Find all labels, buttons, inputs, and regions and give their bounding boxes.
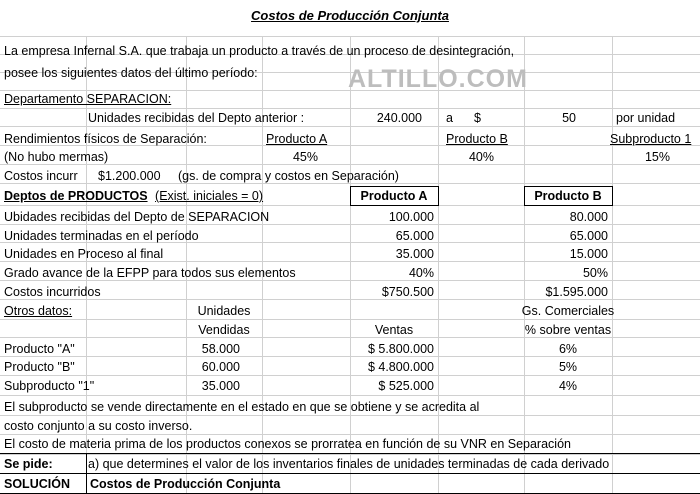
producto-a-header: Producto A [266, 132, 328, 146]
pct-a-value: 45% [292, 150, 318, 164]
a-label: a [446, 111, 453, 125]
productos-row-label: Ubidades recibidas del Depto de SEPARACION [4, 210, 270, 224]
productos-row-label: Unidades terminadas en el período [4, 229, 199, 243]
note-line-2: costo conjunto a su costo inverso. [4, 419, 193, 433]
otros-row-label: Subproducto "1" [4, 379, 95, 393]
units-sold-header-1: Unidades [197, 304, 251, 318]
productos-heading-note: (Exist. iniciales = 0) [155, 189, 264, 203]
productos-row-label: Unidades en Proceso al final [4, 247, 164, 261]
intro-line-2: posee los siguientes datos del último período: [4, 66, 258, 80]
productos-row-label: Costos incurridos [4, 285, 101, 299]
producto-a-col-header: Producto A [360, 189, 428, 203]
otros-row-sales: $ 4.800.000 [367, 360, 434, 374]
otros-row-units: 35.000 [201, 379, 240, 393]
producto-b-header: Producto B [446, 132, 508, 146]
otros-row-pct: 4% [558, 379, 578, 393]
unit-price-value: 50 [562, 111, 576, 125]
productos-row-b: 50% [582, 266, 608, 280]
note-line-3: El costo de materia prima de los productos conexos se prorratea en función de su VNR en Separación [4, 437, 571, 451]
otros-row-units: 60.000 [201, 360, 240, 374]
per-unit-label: por unidad [616, 111, 676, 125]
no-mermas-label: (No hubo mermas) [4, 150, 109, 164]
otros-row-pct: 5% [558, 360, 578, 374]
units-sold-header-2: Vendidas [198, 323, 250, 337]
se-pide-text: a) que determines el valor de los inventarios finales de unidades terminadas de cada derivado [88, 457, 610, 471]
pct-b-value: 40% [468, 150, 494, 164]
units-received-value: 240.000 [376, 111, 422, 125]
grid-row-line [0, 395, 700, 396]
pct-sub-value: 15% [644, 150, 670, 164]
grid-column-line [438, 36, 439, 494]
page-title: Costos de Producción Conjunta [251, 8, 449, 23]
grid-row-line [0, 36, 700, 37]
gs-header-2: % sobre ventas [524, 323, 612, 337]
productos-row-label: Grado avance de la EFPP para todos sus elementos [4, 266, 296, 280]
gs-header-1: Gs. Comerciales [521, 304, 615, 318]
otros-row-label: Producto "B" [4, 360, 75, 374]
productos-heading [4, 187, 263, 205]
productos-row-a: 100.000 [388, 210, 434, 224]
productos-row-a: $750.500 [381, 285, 434, 299]
otros-row-pct: 6% [558, 342, 578, 356]
producto-b-col-header: Producto B [534, 189, 602, 203]
grid-column-line [612, 36, 613, 494]
se-pide-divider [86, 453, 87, 474]
productos-row-b: $1.595.000 [545, 285, 608, 299]
note-line-1: El subproducto se vende directamente en el estado en que se obtiene y se acredita al [4, 400, 480, 414]
otros-row-label: Producto "A" [4, 342, 75, 356]
units-received-label: Unidades recibidas del Depto anterior : [88, 111, 305, 125]
otros-row-units: 58.000 [201, 342, 240, 356]
solucion-text: Costos de Producción Conjunta [90, 477, 281, 491]
costs-note: (gs. de compra y costos en Separación) [178, 169, 399, 183]
costs-value: $1.200.000 [98, 169, 161, 183]
currency-label: $ [474, 111, 481, 125]
intro-line-1: La empresa Infernal S.A. que trabaja un producto a través de un proceso de desintegración, [4, 44, 515, 58]
separacion-heading: Departamento SEPARACION: [4, 92, 172, 106]
solucion-label: SOLUCIÓN [4, 477, 70, 491]
se-pide-label: Se pide: [4, 457, 53, 471]
sales-header: Ventas [374, 323, 414, 337]
productos-row-b: 15.000 [569, 247, 608, 261]
productos-row-b: 65.000 [569, 229, 608, 243]
productos-row-b: 80.000 [569, 210, 608, 224]
subproducto-header: Subproducto 1 [610, 132, 692, 146]
otros-heading: Otros datos: [4, 304, 73, 318]
otros-row-sales: $ 525.000 [378, 379, 434, 393]
costs-label: Costos incurr [4, 169, 78, 183]
solucion-divider [86, 473, 87, 494]
productos-row-a: 65.000 [395, 229, 434, 243]
watermark: ALTILLO.COM [348, 65, 528, 93]
yields-label: Rendimientos físicos de Separación: [4, 132, 207, 146]
otros-row-sales: $ 5.800.000 [367, 342, 434, 356]
productos-row-a: 35.000 [395, 247, 434, 261]
productos-heading-text: Deptos de PRODUCTOS [4, 189, 148, 203]
productos-row-a: 40% [408, 266, 434, 280]
